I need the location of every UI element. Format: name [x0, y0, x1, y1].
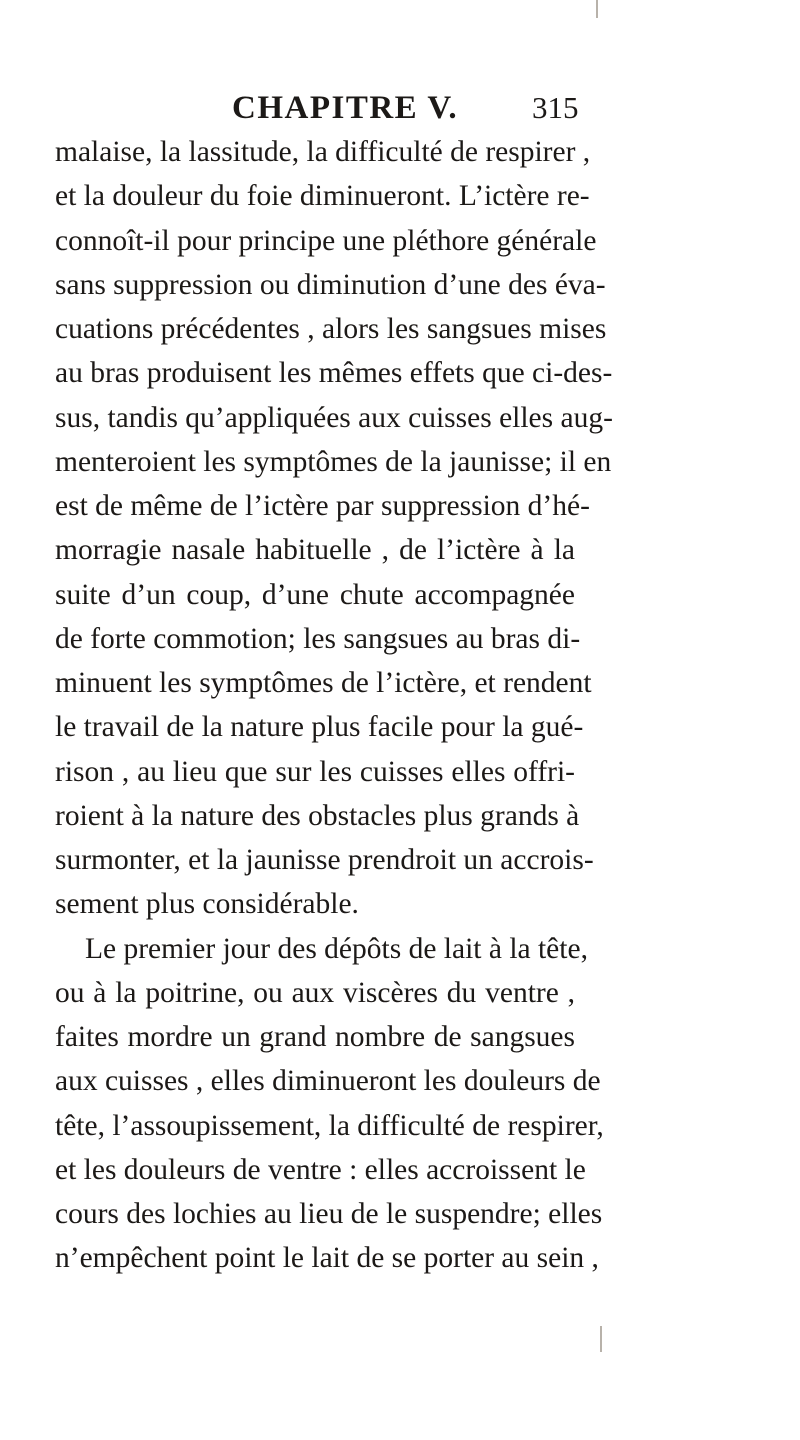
text-line: tête, l’assoupissement, la difficulté de respirer, — [55, 1109, 604, 1142]
text-line: cours des lochies au lieu de le suspendre; elles — [55, 1198, 603, 1230]
text-line: minuent les symptômes de l’ictère, et rendent — [55, 667, 592, 699]
text-line: sans suppression ou diminution d’une des éva- — [55, 268, 606, 301]
paragraph-end-line: sement plus considérable. — [55, 888, 359, 921]
text-line: surmonter, et la jaunisse prendroit un accrois- — [55, 844, 594, 876]
text-line: sus, tandis qu’appliquées aux cuisses elles aug- — [55, 401, 613, 434]
text-line: au bras produisent les mêmes effets que ci-des- — [55, 357, 613, 390]
text-line: aux cuisses , elles diminueront les douleurs de — [55, 1065, 601, 1098]
text-line: est de même de l’ictère par suppression d’hé- — [55, 490, 590, 522]
scan-mark-top — [596, 0, 598, 18]
text-line: cuations précédentes , alors les sangsues mises — [55, 313, 607, 345]
text-line: rison , au lieu que sur les cuisses elles offri- — [55, 755, 575, 788]
text-line: roient à la nature des obstacles plus grands à — [55, 799, 580, 832]
text-line: morragie nasale habituelle , de l’ictère à la — [55, 534, 575, 567]
text-line: malaise, la lassitude, la difficulté de respirer , — [55, 136, 591, 168]
text-line: et la douleur du foie diminueront. L’ictère re- — [55, 180, 590, 213]
body-text — [55, 130, 613, 1281]
text-line: ou à la poitrine, ou aux viscères du ventre , — [55, 976, 575, 1009]
text-line: le travail de la nature plus facile pour la gué- — [55, 711, 584, 744]
page-number: 315 — [532, 90, 579, 125]
text-line: connoît-il pour principe une pléthore générale — [55, 224, 597, 257]
text-line: de forte commotion; les sangsues au bras di- — [55, 622, 581, 655]
running-head — [0, 88, 800, 128]
text-line: suite d’un coup, d’une chute accompagnée — [55, 578, 575, 611]
text-line: menteroient les symptômes de la jaunisse; il en — [55, 445, 612, 478]
text-line: faites mordre un grand nombre de sangsues — [55, 1021, 575, 1053]
text-line: n’empêchent point le lait de se porter au sein , — [55, 1242, 599, 1275]
text-line: et les douleurs de ventre : elles accroissent le — [55, 1153, 586, 1186]
paragraph-start-line: Le premier jour des dépôts de lait à la tête, — [85, 932, 588, 965]
chapter-title: CHAPITRE V. — [232, 90, 459, 126]
scan-mark-bottom — [600, 1326, 602, 1352]
